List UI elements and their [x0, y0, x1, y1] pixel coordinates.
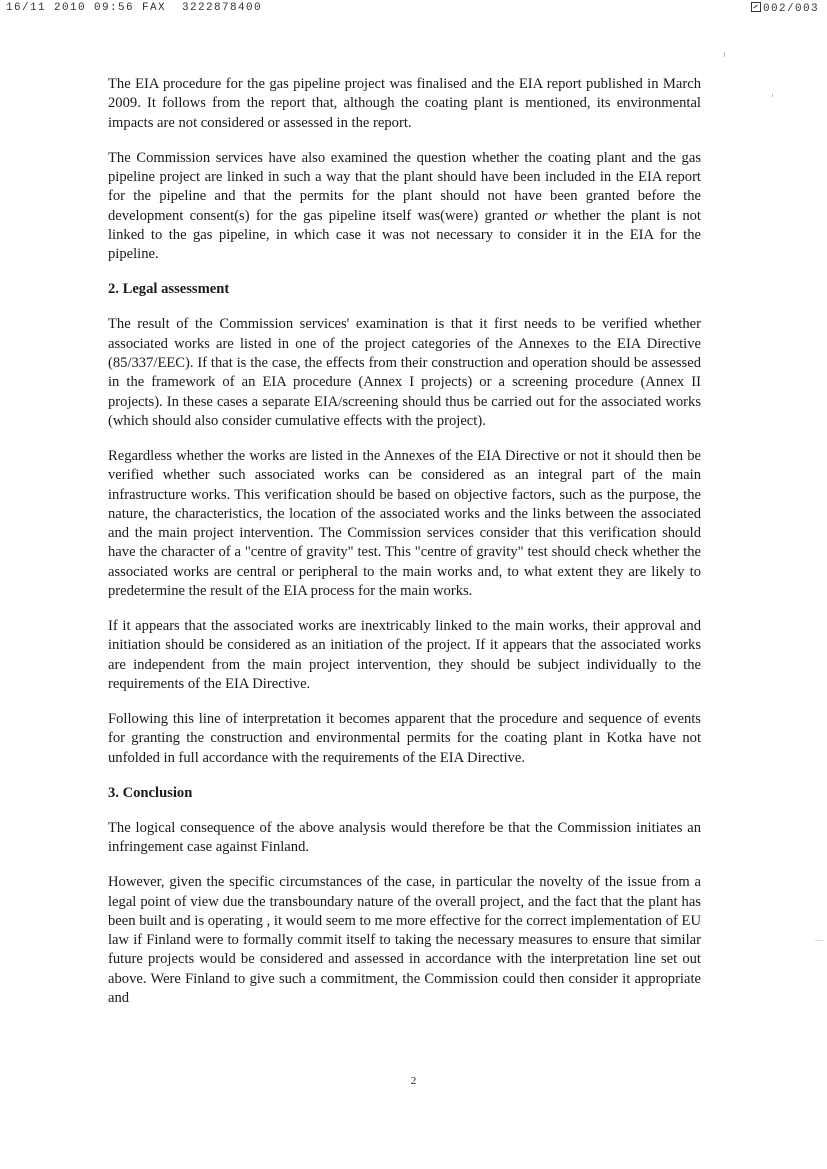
paragraph-text: whether the plant is not linked to the gas pipeline, in which case it was not necessary to consider it in the EIA for the pipeline. [108, 207, 701, 263]
paragraph-specific-circumstances: However, given the specific circumstances of the case, in particular the novelty of the issue from a legal point of view due the transboundary nature of the overall project, and the fact that the plant has been built and is operating , it would seem to me more effective for the correct implementation of EU law if Finland were to formally commit itself to taking the necessary measures to ensure that similar future projects would be considered and assessed in accordance with the interpretation line set out above. Were Finland to give such a commitment, the Commission could then consider it appropriate and [108, 874, 701, 1007]
paragraph-line-of-interpretation: Following this line of interpretation it becomes apparent that the procedure and sequence of events for granting the construction and environmental permits for the coating plant in Kotka have not unfolded in full accordance with the requirements of the EIA Directive. [108, 711, 701, 766]
paragraph-inextricably-linked: If it appears that the associated works are inextricably linked to the main works, their approval and initiation should be considered as an initiation of the project. If it appears that the associated works are independent from the main project intervention, they should be subject individually to the requirements of the EIA Directive. [108, 618, 701, 692]
paragraph-text: The Commission services have also examined the question whether the coating plant and the gas pipeline project are linked in such a way that the plant should have been included in the EIA report for the pipeline and that the permits for the plant should not have been granted before the development consent(s) for the gas pipeline itself was(were) granted [108, 149, 701, 224]
paragraph-eia-procedure: The EIA procedure for the gas pipeline project was finalised and the EIA report published in March 2009. It follows from the report that, although the coating plant is mentioned, its environmental impacts are not considered or assessed in the report. [108, 76, 701, 131]
scan-edge-mark [815, 940, 823, 941]
scan-speck [724, 52, 725, 57]
page-number: 2 [410, 1075, 417, 1087]
fax-header-page-count [751, 2, 819, 15]
heading-conclusion: 3. Conclusion [108, 784, 193, 801]
paragraph-logical-consequence: The logical consequence of the above analysis would therefore be that the Commission initiates an infringement case against Finland. [108, 819, 701, 856]
paragraph-examination-result: The result of the Commission services' examination is that it first needs to be verified whether associated works are listed in one of the project categories of the Annexes to the EIA Directive (85/337/EEC). If that is the case, the effects from their construction and operation should be assessed in the framework of an EIA procedure (Annex I projects) or a screening procedure (Annex II projects). In these cases a separate EIA/screening should thus be carried out for the associated works (which should also consider cumulative effects with the project). [108, 316, 701, 429]
scan-speck [772, 94, 773, 97]
paragraph-integral-part: Regardless whether the works are listed in the Annexes of the EIA Directive or not it should then be verified whether such associated works can be considered as an integral part of the main infrastructure works. This verification should be based on objective factors, such as the purpose, the nature, the characteristics, the location of the associated works and the links between the associated and the main project intervention. The Commission services consider that this verification should have the character of a "centre of gravity" test. This "centre of gravity" test should check whether the associated works are central or peripheral to the main works and, to what extent they are likely to predetermine the result of the EIA process for the main works. [108, 447, 701, 600]
fax-page-count-text: 002/003 [762, 3, 819, 15]
document-body [108, 75, 701, 1024]
fax-page-icon [751, 2, 761, 12]
fax-header [6, 2, 819, 18]
heading-legal-assessment: 2. Legal assessment [108, 281, 230, 298]
fax-header-datetime-number: 16/11 2010 09:56 FAX 3222878400 [6, 2, 263, 14]
paragraph-commission-examination [108, 149, 701, 265]
italic-or: or [534, 207, 548, 224]
